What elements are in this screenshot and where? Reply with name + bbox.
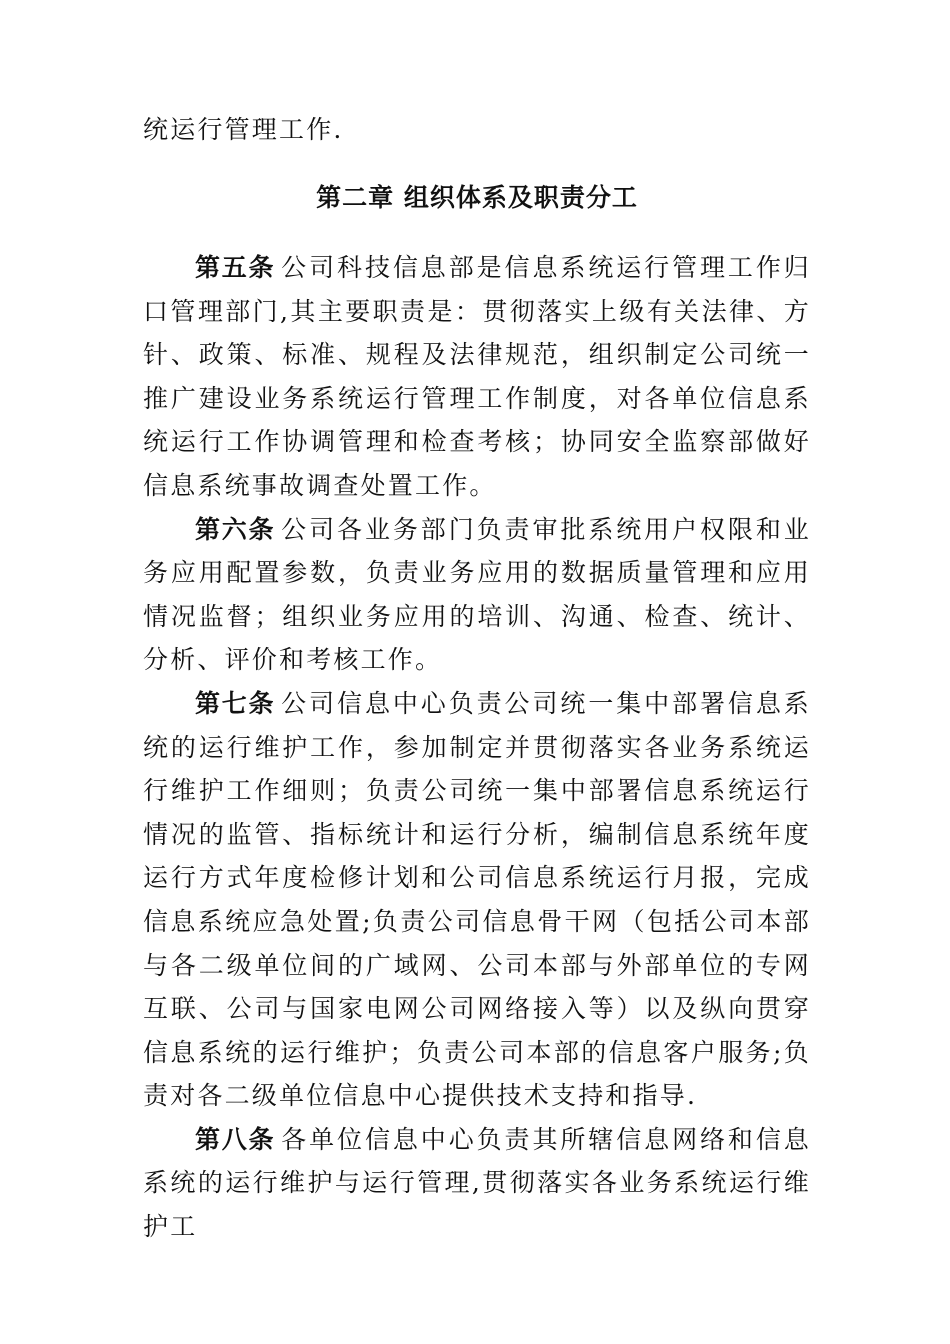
- article-6-heading: 第六条: [195, 514, 276, 544]
- article-7-body: 公司信息中心负责公司统一集中部署信息系统的运行维护工作，参加制定并贯彻落实各业务系统运行维护工作细则；负责公司统一集中部署信息系统运行情况的监管、指标统计和运行分析，编制信息系统年度运行方式年度检修计划和公司信息系统运行月报，完成信息系统应急处置;负责公司信息骨干网（包括公司本部与各二级单位间的广域网、公司本部与外部单位的专网互联、公司与国家电网公司网络接入等）以及纵向贯穿信息系统的运行维护；负责公司本部的信息客户服务;负责对各二级单位信息中心提供技术支持和指导.: [143, 688, 811, 1111]
- article-8-body: 各单位信息中心负责其所辖信息网络和信息系统的运行维护与运行管理,贯彻落实各业务系统运行维护工: [143, 1124, 811, 1242]
- article-5-body: 公司科技信息部是信息系统运行管理工作归口管理部门,其主要职责是：贯彻落实上级有关法律、方针、政策、标准、规程及法律规范，组织制定公司统一推广建设业务系统运行管理工作制度，对各单位信息系统运行工作协调管理和检查考核；协同安全监察部做好信息系统事故调查处置工作。: [143, 253, 811, 500]
- article-list: [143, 246, 811, 1249]
- intro-paragraph: 统运行管理工作.: [143, 115, 344, 144]
- article-7: [143, 682, 811, 1118]
- article-7-heading: 第七条: [195, 688, 276, 718]
- article-5-heading: 第五条: [195, 253, 276, 282]
- article-6: [143, 508, 811, 682]
- chapter-title: 第二章 组织体系及职责分工: [316, 183, 638, 212]
- article-8: [143, 1118, 811, 1249]
- article-8-heading: 第八条: [195, 1124, 276, 1154]
- article-5: [143, 246, 811, 508]
- article-6-body: 公司各业务部门负责审批系统用户权限和业务应用配置参数，负责业务应用的数据质量管理和应用情况监督；组织业务应用的培训、沟通、检查、统计、分析、评价和考核工作。: [143, 514, 811, 675]
